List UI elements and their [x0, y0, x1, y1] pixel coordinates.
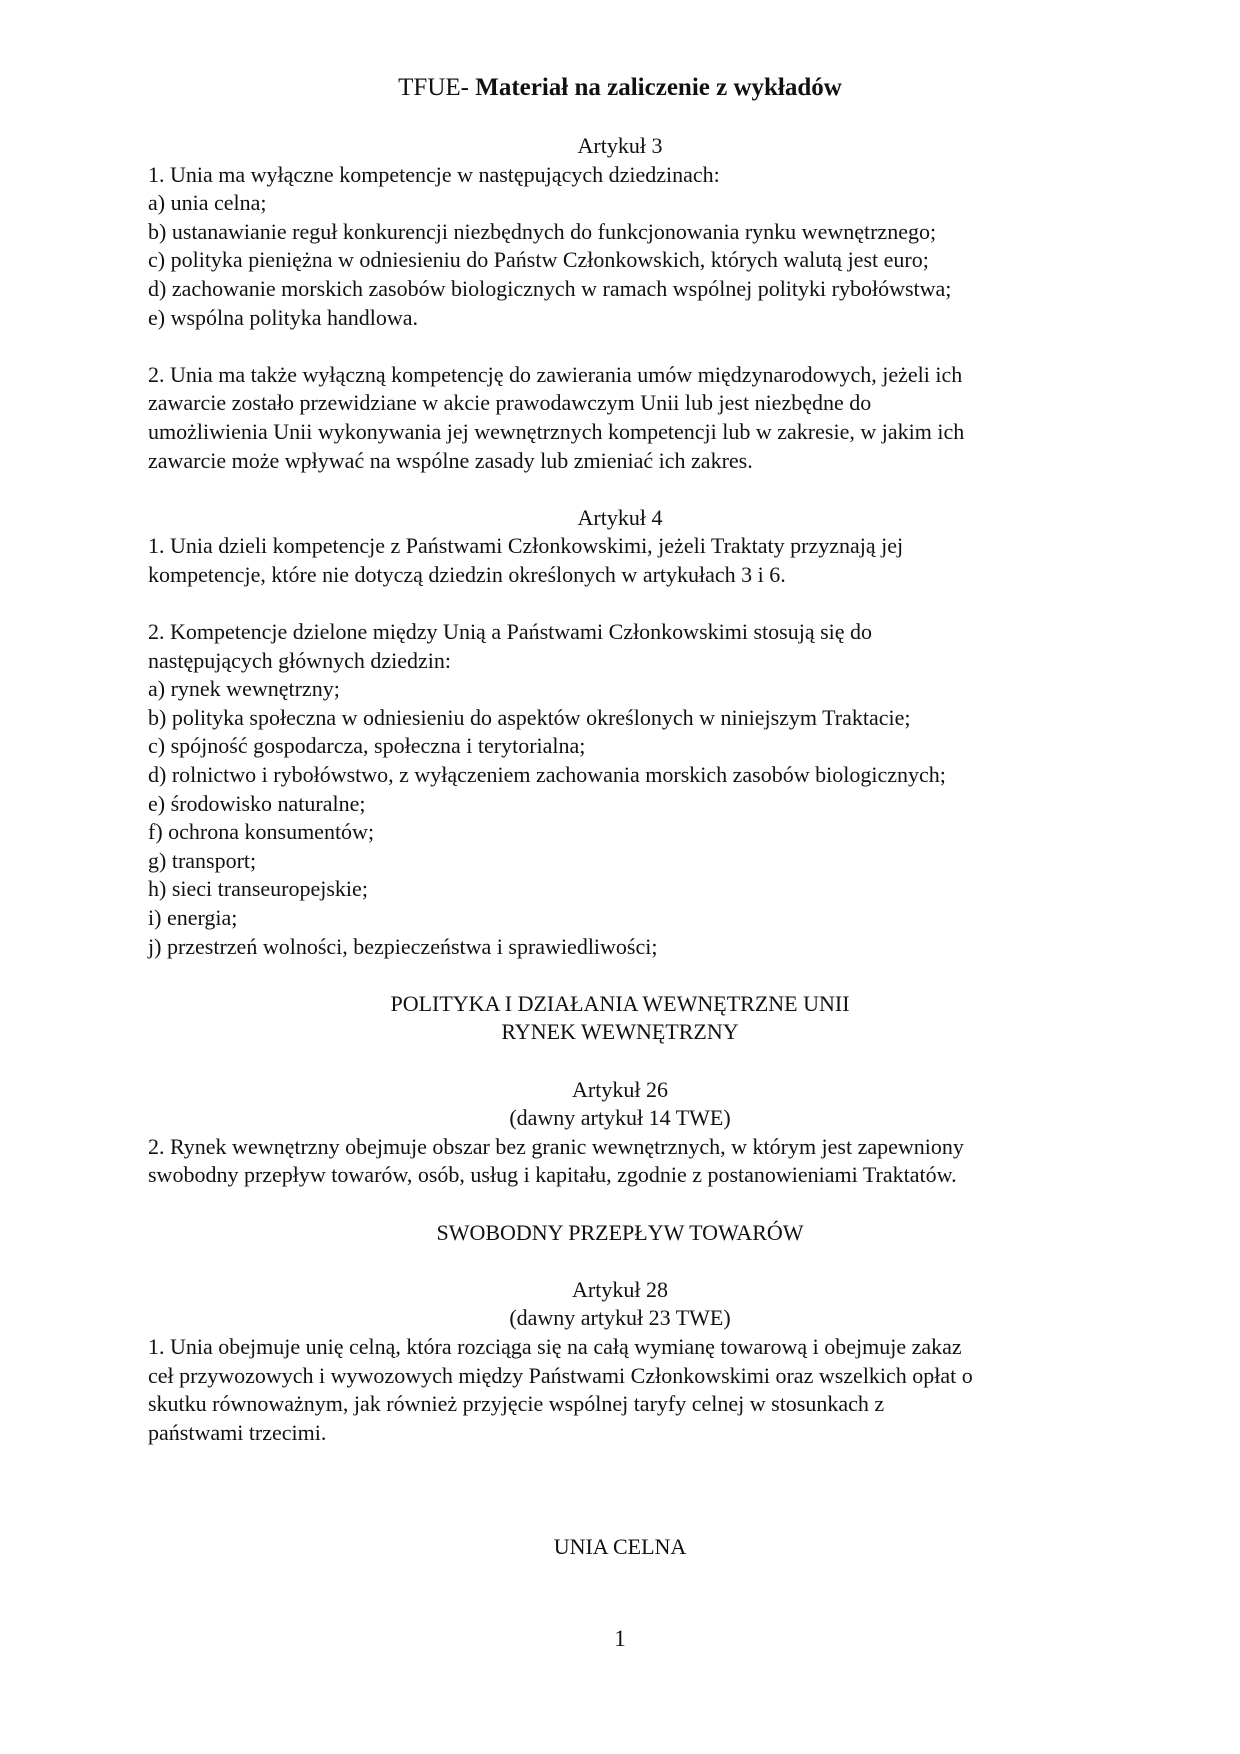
title-prefix: TFUE- [398, 74, 476, 101]
paragraph-line: umożliwienia Unii wykonywania jej wewnętrznych kompetencji lub w zakresie, w jakim ich [148, 418, 965, 444]
paragraph-line: następujących głównych dziedzin: [148, 647, 452, 673]
list-item: a) rynek wewnętrzny; [148, 676, 340, 702]
paragraph-line: 1. Unia obejmuje unię celną, która rozciąga się na całą wymianę towarową i obejmuje zakaz [148, 1333, 962, 1359]
paragraph-line: 2. Kompetencje dzielone między Unią a Państwami Członkowskimi stosują się do [148, 619, 873, 645]
paragraph-line: kompetencje, które nie dotyczą dziedzin określonych w artykułach 3 i 6. [148, 561, 786, 587]
article-4-heading: Artykuł 4 [577, 504, 663, 530]
paragraph-line: ceł przywozowych i wywozowych między Państwami Członkowskimi oraz wszelkich opłat o [148, 1362, 973, 1388]
article-28-heading: Artykuł 28 [572, 1276, 668, 1302]
list-item: i) energia; [148, 905, 238, 931]
paragraph-line: zawarcie może wpływać na wspólne zasady lub zmieniać ich zakres. [148, 447, 753, 473]
article-26-subheading: (dawny artykuł 14 TWE) [509, 1105, 731, 1131]
paragraph-line: 1. Unia dzieli kompetencje z Państwami Członkowskimi, jeżeli Traktaty przyznają jej [148, 533, 904, 559]
paragraph-line: swobodny przepływ towarów, osób, usług i kapitału, zgodnie z postanowieniami Traktatów. [148, 1162, 957, 1188]
paragraph-line: 2. Unia ma także wyłączną kompetencję do zawierania umów międzynarodowych, jeżeli ich [148, 361, 963, 387]
list-item: d) rolnictwo i rybołówstwo, z wyłączeniem zachowania morskich zasobów biologicznych; [148, 762, 946, 788]
section-subheading: RYNEK WEWNĘTRZNY [501, 1019, 739, 1045]
article-3-p1-intro: 1. Unia ma wyłączne kompetencje w następujących dziedzinach: [148, 161, 720, 187]
list-item: e) środowisko naturalne; [148, 790, 366, 816]
list-item: h) sieci transeuropejskie; [148, 876, 368, 902]
list-item: f) ochrona konsumentów; [148, 819, 375, 845]
section-heading: UNIA CELNA [553, 1534, 687, 1560]
page-number: 1 [614, 1626, 626, 1651]
paragraph-line: państwami trzecimi. [148, 1419, 327, 1445]
document-title [148, 70, 1092, 106]
paragraph-line: skutku równoważnym, jak również przyjęcie wspólnej taryfy celnej w stosunkach z [148, 1391, 885, 1417]
list-item: b) polityka społeczna w odniesieniu do aspektów określonych w niniejszym Traktacie; [148, 704, 911, 730]
list-item: c) polityka pieniężna w odniesieniu do Państw Członkowskich, których walutą jest euro; [148, 247, 929, 273]
article-28-subheading: (dawny artykuł 23 TWE) [509, 1305, 731, 1331]
list-item: b) ustanawianie reguł konkurencji niezbędnych do funkcjonowania rynku wewnętrznego; [148, 218, 937, 244]
article-26-heading: Artykuł 26 [572, 1076, 668, 1102]
list-item: j) przestrzeń wolności, bezpieczeństwa i sprawiedliwości; [148, 933, 658, 959]
list-item: e) wspólna polityka handlowa. [148, 304, 419, 330]
list-item: d) zachowanie morskich zasobów biologicznych w ramach wspólnej polityki rybołówstwa; [148, 275, 952, 301]
document-page [148, 70, 1092, 1562]
list-item: g) transport; [148, 847, 257, 873]
section-heading: POLITYKA I DZIAŁANIA WEWNĘTRZNE UNII [390, 990, 850, 1016]
paragraph-line: zawarcie zostało przewidziane w akcie prawodawczym Unii lub jest niezbędne do [148, 390, 872, 416]
paragraph-line: 2. Rynek wewnętrzny obejmuje obszar bez granic wewnętrznych, w którym jest zapewniony [148, 1133, 964, 1159]
list-item: c) spójność gospodarcza, społeczna i terytorialna; [148, 733, 586, 759]
article-3-heading: Artykuł 3 [577, 133, 663, 158]
list-item: a) unia celna; [148, 190, 267, 216]
title-bold: Materiał na zaliczenie z wykładów [475, 74, 842, 101]
section-heading: SWOBODNY PRZEPŁYW TOWARÓW [436, 1219, 804, 1245]
